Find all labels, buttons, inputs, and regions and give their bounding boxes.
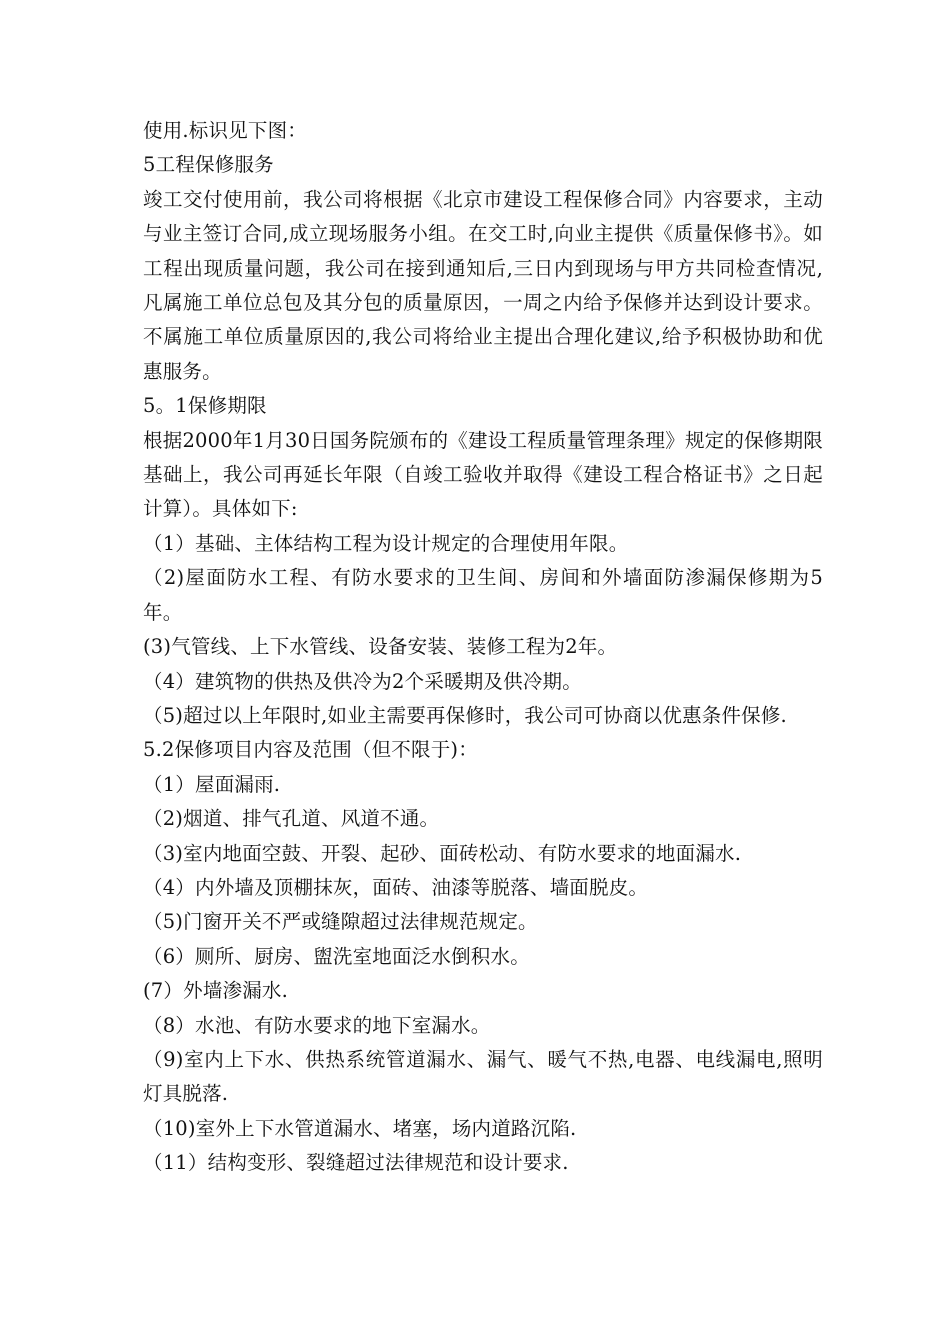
list-item: （5)超过以上年限时,如业主需要再保修时，我公司可协商以优惠条件保修.: [143, 703, 787, 727]
section-heading-5-2: 5.2保修项目内容及范围（但不限于)：: [143, 738, 478, 762]
document-body: [143, 114, 823, 1181]
list-item: （2)烟道、排气孔道、风道不通。: [143, 807, 440, 831]
list-item: (3)气管线、上下水管线、设备安装、装修工程为2年。: [143, 635, 618, 659]
list-item: （10)室外上下水管道漏水、堵塞，场内道路沉陷.: [143, 1116, 577, 1140]
list-item: （8）水池、有防水要求的地下室漏水。: [143, 1013, 491, 1037]
list-item: （3)室内地面空鼓、开裂、起砂、面砖松动、有防水要求的地面漏水.: [143, 841, 742, 865]
section-heading-5-1: 5。1保修期限: [143, 394, 267, 418]
list-item: （4）内外墙及顶棚抹灰，面砖、油漆等脱落、墙面脱皮。: [143, 875, 649, 899]
list-item: (7）外墙渗漏水.: [143, 979, 289, 1003]
list-item: （11）结构变形、裂缝超过法律规范和设计要求.: [143, 1151, 569, 1175]
list-item: （1）屋面漏雨.: [143, 772, 281, 796]
list-item: （4）建筑物的供热及供冷为2个采暖期及供冷期。: [143, 669, 582, 693]
text-line-1: 使用.标识见下图：: [143, 119, 307, 142]
list-item: （9)室内上下水、供热系统管道漏水、漏气、暖气不热,电器、电线漏电,照明灯具脱落.: [143, 1047, 823, 1106]
paragraph-warranty-period: 根据2000年1月30日国务院颁布的《建设工程质量管理条理》规定的保修期限基础上，我公司再延长年限（自竣工验收并取得《建设工程合格证书》之日起计算）。具体如下:: [143, 428, 823, 521]
list-item: （2)屋面防水工程、有防水要求的卫生间、房间和外墙面防渗漏保修期为5年。: [143, 566, 823, 624]
paragraph-warranty-service: 竣工交付使用前，我公司将根据《北京市建设工程保修合同》内容要求，主动与业主签订合同,成立现场服务小组。在交工时,向业主提供《质量保修书》。如工程出现质量问题，我公司在接到通知后,三日内到现场与甲方共同检查情况,凡属施工单位总包及其分包的质量原因，一周之内给予保修并达到设计要求。不属施工单位质量原因的,我公司将给业主提出合理化建议,给予积极协助和优惠服务。: [143, 187, 823, 383]
list-item: （6）厕所、厨房、盥洗室地面泛水倒积水。: [143, 944, 530, 968]
list-item: （5)门窗开关不严或缝隙超过法律规范规定。: [143, 910, 538, 934]
section-heading-5: 5工程保修服务: [143, 153, 274, 177]
list-item: （1）基础、主体结构工程为设计规定的合理使用年限。: [143, 531, 629, 555]
